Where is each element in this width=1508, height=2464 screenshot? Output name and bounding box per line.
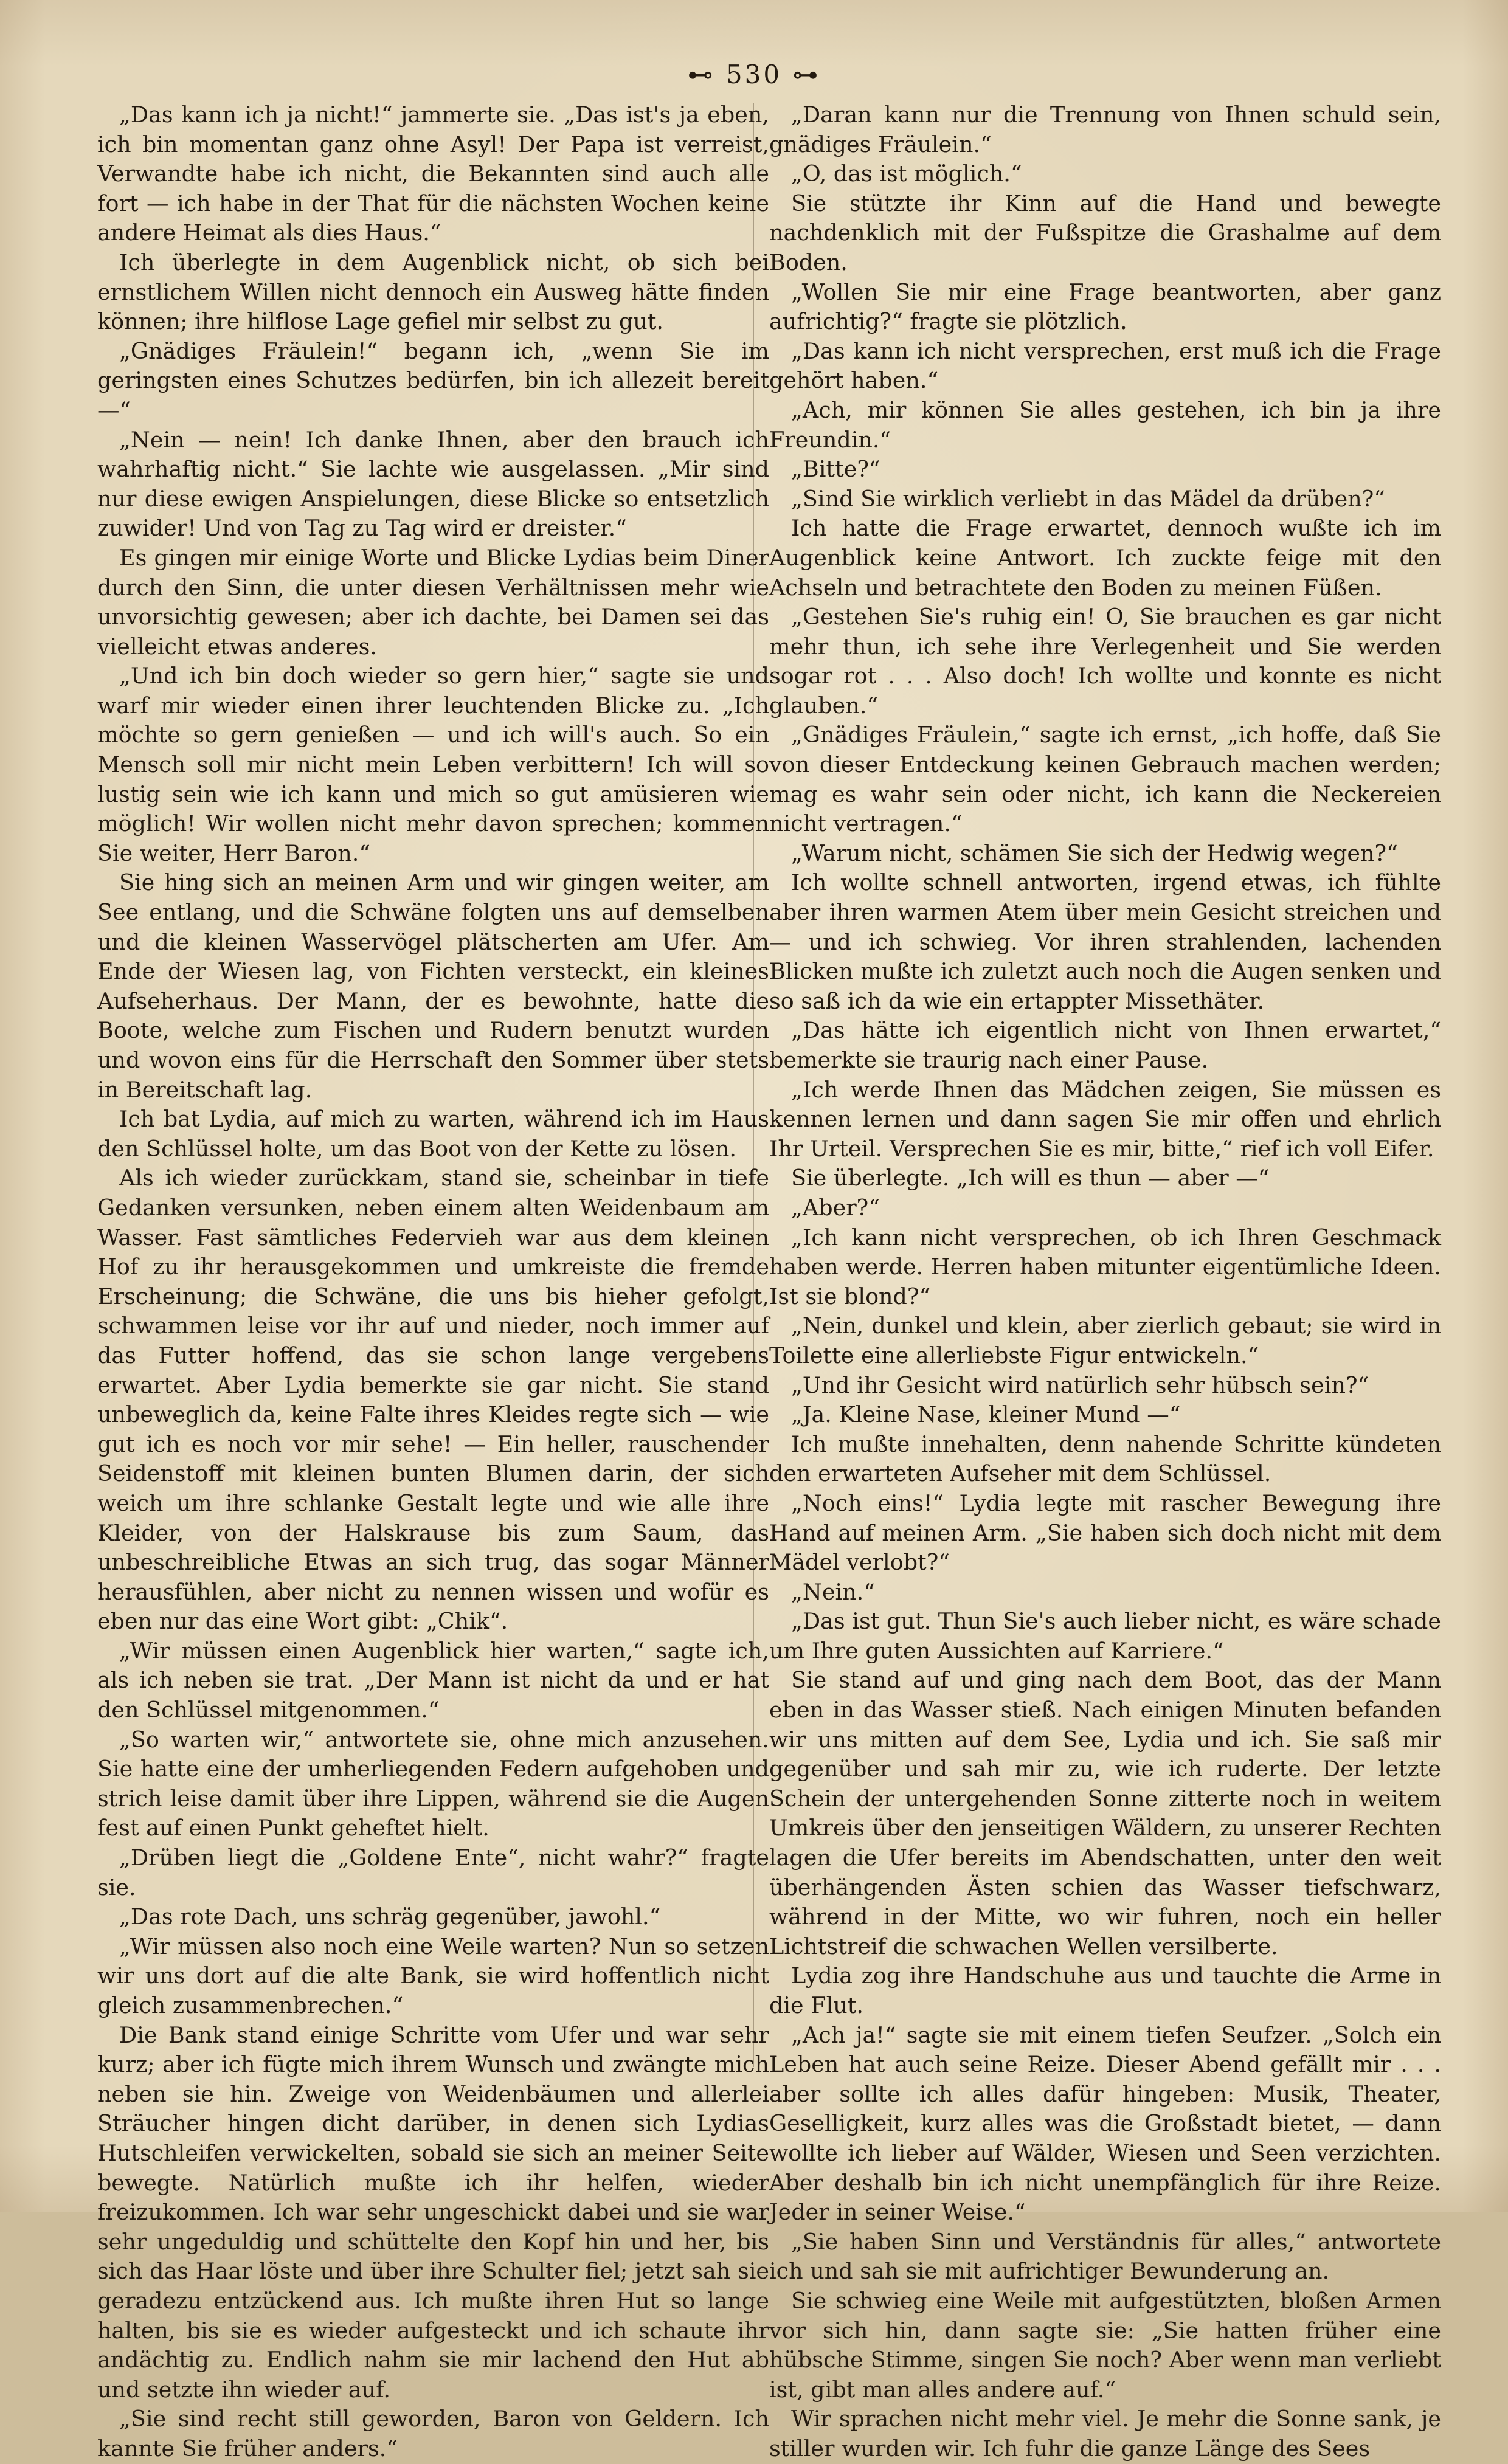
paragraph: „Wollen Sie mir eine Frage beantworten, aber ganz aufrichtig?“ fragte sie plötzlich. [769, 278, 1441, 335]
paragraph: „Das rote Dach, uns schräg gegenüber, jawohl.“ [119, 1903, 661, 1930]
paragraph: „Warum nicht, schämen Sie sich der Hedwig wegen?“ [791, 840, 1398, 866]
paragraph: Die Bank stand einige Schritte vom Ufer und war sehr kurz; aber ich fügte mich ihrem Wunsch und zwängte mich neben sie hin. Zweige von Weidenbäumen und allerlei Sträucher hingen dicht darüber, in denen sich Lydias Hutschleifen verwickelten, sobald sie sich an meiner Seite bewegte. Natürlich mußte ich ihr helfen, wieder freizukommen. Ich war sehr ungeschickt dabei und sie war sehr ungeduldig und schüttelte den Kopf hin und her, bis sich das Haar löste und über ihre Schulter fiel; jetzt sah sie geradezu entzückend aus. Ich mußte ihren Hut so lange halten, bis sie es wieder aufgesteckt und ich schaute ihr andächtig zu. Endlich nahm sie mir lachend den Hut ab und setzte ihn wieder auf. [97, 2021, 769, 2403]
paragraph: Es gingen mir einige Worte und Blicke Lydias beim Diner durch den Sinn, die unter diesen Verhältnissen mehr wie unvorsichtig gewesen; aber ich dachte, bei Damen sei das vielleicht etwas anderes. [97, 544, 769, 660]
paragraph: Ich mußte innehalten, denn nahende Schritte kündeten den erwarteten Aufseher mit dem Schlüssel. [769, 1430, 1441, 1487]
paragraph: „Ach ja!“ sagte sie mit einem tiefen Seufzer. „Solch ein Leben hat auch seine Reize. Dieser Abend gefällt mir . . . aber sollte ich alles dafür hingeben: Musik, Theater, Geselligkeit, kurz alles was die Großstadt bietet, — dann wollte ich lieber auf Wälder, Wiesen und Seen verzichten. Aber deshalb bin ich nicht unempfänglich für ihre Reize. Jeder in seiner Weise.“ [769, 2021, 1441, 2226]
paragraph: „Das hätte ich eigentlich nicht von Ihnen erwartet,“ bemerkte sie traurig nach einer Pause. [769, 1017, 1441, 1073]
paragraph: „Ach, mir können Sie alles gestehen, ich bin ja ihre Freundin.“ [769, 396, 1441, 453]
paragraph: „Aber?“ [791, 1194, 880, 1221]
paragraph: „Drüben liegt die „Goldene Ente“, nicht wahr?“ fragte sie. [97, 1845, 769, 1900]
paragraph: „Gnädiges Fräulein,“ sagte ich ernst, „ich hoffe, daß Sie von dieser Entdeckung keinen Gebrauch machen werden; mag es wahr sein oder nicht, ich kann die Neckereien nicht vertragen.“ [769, 722, 1441, 837]
paragraph: „Bitte?“ [791, 456, 880, 483]
paragraph: „Sie haben Sinn und Verständnis für alles,“ antwortete ich und sah sie mit aufrichtiger Bewunderung an. [769, 2228, 1441, 2285]
paragraph: „Gnädiges Fräulein!“ begann ich, „wenn Sie im geringsten eines Schutzes bedürfen, bin ich allezeit bereit —“ [97, 337, 769, 423]
paragraph: Als ich wieder zurückkam, stand sie, scheinbar in tiefe Gedanken versunken, neben einem alten Weidenbaum am Wasser. Fast sämtliches Federvieh war aus dem kleinen Hof zu ihr herausgekommen und umkreiste die fremde Erscheinung; die Schwäne, die uns bis hieher gefolgt, schwammen leise vor ihr auf und nieder, noch immer auf das Futter hoffend, das sie schon lange vergebens erwartet. Aber Lydia bemerkte sie gar nicht. Sie stand unbeweglich da, keine Falte ihres Kleides regte sich — wie gut ich es noch vor mir sehe! — Ein heller, rauschender Seidenstoff mit kleinen bunten Blumen darin, der sich weich um ihre schlanke Gestalt legte und wie alle ihre Kleider, von der Halskrause bis zum Saum, das unbeschreibliche Etwas an sich trug, das sogar Männer herausfühlen, aber nicht zu nennen wissen und wofür es eben nur das eine Wort gibt: „Chik“. [97, 1165, 769, 1635]
page-number: ⊷ 530 ⊶ [687, 60, 821, 89]
paragraph: Sie stand auf und ging nach dem Boot, das der Mann eben in das Wasser stieß. Nach einigen Minuten befanden wir uns mitten auf dem See, Lydia und ich. Sie saß mir gegenüber und sah mir zu, wie ich ruderte. Der letzte Schein der untergehenden Sonne zitterte noch in weitem Umkreis über den jenseitigen Wäldern, zu unserer Rechten lagen die Ufer bereits im Abendschatten, unter den weit überhängenden Ästen schien das Wasser tiefschwarz, während in der Mitte, wo wir fuhren, noch ein heller Lichtstreif die schwachen Wellen versilberte. [769, 1667, 1441, 1959]
paragraph: „Ich werde Ihnen das Mädchen zeigen, Sie müssen es kennen lernen und dann sagen Sie mir offen und ehrlich Ihr Urteil. Versprechen Sie es mir, bitte,“ rief ich voll Eifer. [769, 1076, 1441, 1162]
paragraph: „O, das ist möglich.“ [791, 160, 1022, 187]
paragraph: „Sind Sie wirklich verliebt in das Mädel da drüben?“ [791, 485, 1385, 512]
paragraph: Ich hatte die Frage erwartet, dennoch wußte ich im Augenblick keine Antwort. Ich zuckte feige mit den Achseln und betrachtete den Boden zu meinen Füßen. [769, 515, 1441, 601]
paragraph: „Wir müssen einen Augenblick hier warten,“ sagte ich, als ich neben sie trat. „Der Mann ist nicht da und er hat den Schlüssel mitgenommen.“ [97, 1637, 769, 1724]
paragraph: Ich überlegte in dem Augenblick nicht, ob sich bei ernstlichem Willen nicht dennoch ein Ausweg hätte finden können; ihre hilflose Lage gefiel mir selbst zu gut. [97, 249, 769, 335]
paragraph: „Daran kann nur die Trennung von Ihnen schuld sein, gnädiges Fräulein.“ [769, 102, 1441, 157]
paragraph: „Wir müssen also noch eine Weile warten? Nun so setzen wir uns dort auf die alte Bank, sie wird hoffentlich nicht gleich zusammenbrechen.“ [97, 1933, 769, 2018]
paragraph: „Und ihr Gesicht wird natürlich sehr hübsch sein?“ [791, 1372, 1369, 1398]
paragraph: Wir sprachen nicht mehr viel. Je mehr die Sonne sank, je stiller wurden wir. Ich fuhr die ganze Länge des Sees [769, 2406, 1441, 2462]
paragraph: „Das ist gut. Thun Sie's auch lieber nicht, es wäre schade um Ihre guten Aussichten auf Karriere.“ [769, 1608, 1441, 1664]
left-column [97, 100, 769, 2462]
paragraph: „Noch eins!“ Lydia legte mit rascher Bewegung ihre Hand auf meinen Arm. „Sie haben sich doch nicht mit dem Mädel verlobt?“ [769, 1489, 1441, 1576]
paragraph: Sie hing sich an meinen Arm und wir gingen weiter, am See entlang, und die Schwäne folgten uns auf demselben und die kleinen Wasservögel plätscherten am Ufer. Am Ende der Wiesen lag, von Fichten versteckt, ein kleines Aufseherhaus. Der Mann, der es bewohnte, hatte die Boote, welche zum Fischen und Rudern benutzt wurden und wovon eins für die Herrschaft den Sommer über stets in Bereitschaft lag. [97, 869, 769, 1103]
paragraph: Ich bat Lydia, auf mich zu warten, während ich im Haus den Schlüssel holte, um das Boot von der Kette zu lösen. [97, 1106, 769, 1162]
paragraph: „So warten wir,“ antwortete sie, ohne mich anzusehen. Sie hatte eine der umherliegenden Federn aufgehoben und strich leise damit über ihre Lippen, während sie die Augen fest auf einen Punkt geheftet hielt. [97, 1726, 769, 1841]
paragraph: „Nein — nein! Ich danke Ihnen, aber den brauch ich wahrhaftig nicht.“ Sie lachte wie ausgelassen. „Mir sind nur diese ewigen Anspielungen, diese Blicke so entsetzlich zuwider! Und von Tag zu Tag wird er dreister.“ [97, 426, 769, 542]
paragraph: „Nein, dunkel und klein, aber zierlich gebaut; sie wird in Toilette eine allerliebste Figur entwickeln.“ [769, 1313, 1441, 1368]
paragraph: „Und ich bin doch wieder so gern hier,“ sagte sie und warf mir wieder einen ihrer leuchtenden Blicke zu. „Ich möchte so gern genießen — und ich will's auch. So ein Mensch soll mir nicht mein Leben verbittern! Ich will so lustig sein wie ich kann und mich so gut amüsieren wie möglich! Wir wollen nicht mehr davon sprechen; kommen Sie weiter, Herr Baron.“ [97, 663, 769, 866]
right-column [769, 100, 1441, 2462]
paragraph: „Gestehen Sie's ruhig ein! O, Sie brauchen es gar nicht mehr thun, ich sehe ihre Verlegenheit und Sie werden sogar rot . . . Also doch! Ich wollte und konnte es nicht glauben.“ [769, 604, 1441, 719]
paragraph: „Sie sind recht still geworden, Baron von Geldern. Ich kannte Sie früher anders.“ [97, 2406, 769, 2462]
paragraph: Sie schwieg eine Weile mit aufgestützten, bloßen Armen vor sich hin, dann sagte sie: „Sie hatten früher eine hübsche Stimme, singen Sie noch? Aber wenn man verliebt ist, gibt man alles andere auf.“ [769, 2287, 1441, 2403]
paragraph: Sie überlegte. „Ich will es thun — aber —“ [791, 1165, 1270, 1192]
paragraph: „Ich kann nicht versprechen, ob ich Ihren Geschmack haben werde. Herren haben mitunter eigentümliche Ideen. Ist sie blond?“ [769, 1224, 1441, 1310]
paragraph: Ich wollte schnell antworten, irgend etwas, ich fühlte aber ihren warmen Atem über mein Gesicht streichen und — und ich schwieg. Vor ihren strahlenden, lachenden Blicken mußte ich zuletzt auch noch die Augen senken und so saß ich da wie ein ertappter Missethäter. [769, 869, 1441, 1014]
paragraph: „Ja. Kleine Nase, kleiner Mund —“ [791, 1401, 1181, 1428]
paragraph: „Das kann ich nicht versprechen, erst muß ich die Frage gehört haben.“ [769, 337, 1441, 394]
paragraph: „Nein.“ [791, 1578, 875, 1605]
paragraph: „Das kann ich ja nicht!“ jammerte sie. „Das ist's ja eben, ich bin momentan ganz ohne Asyl! Der Papa ist verreist, Verwandte habe ich nicht, die Bekannten sind auch alle fort — ich habe in der That für die nächsten Wochen keine andere Heimat als dies Haus.“ [97, 102, 769, 246]
paragraph: Sie stützte ihr Kinn auf die Hand und bewegte nachdenklich mit der Fußspitze die Grashalme auf dem Boden. [769, 190, 1441, 275]
paragraph: Lydia zog ihre Handschuhe aus und tauchte die Arme in die Flut. [769, 1962, 1441, 2018]
